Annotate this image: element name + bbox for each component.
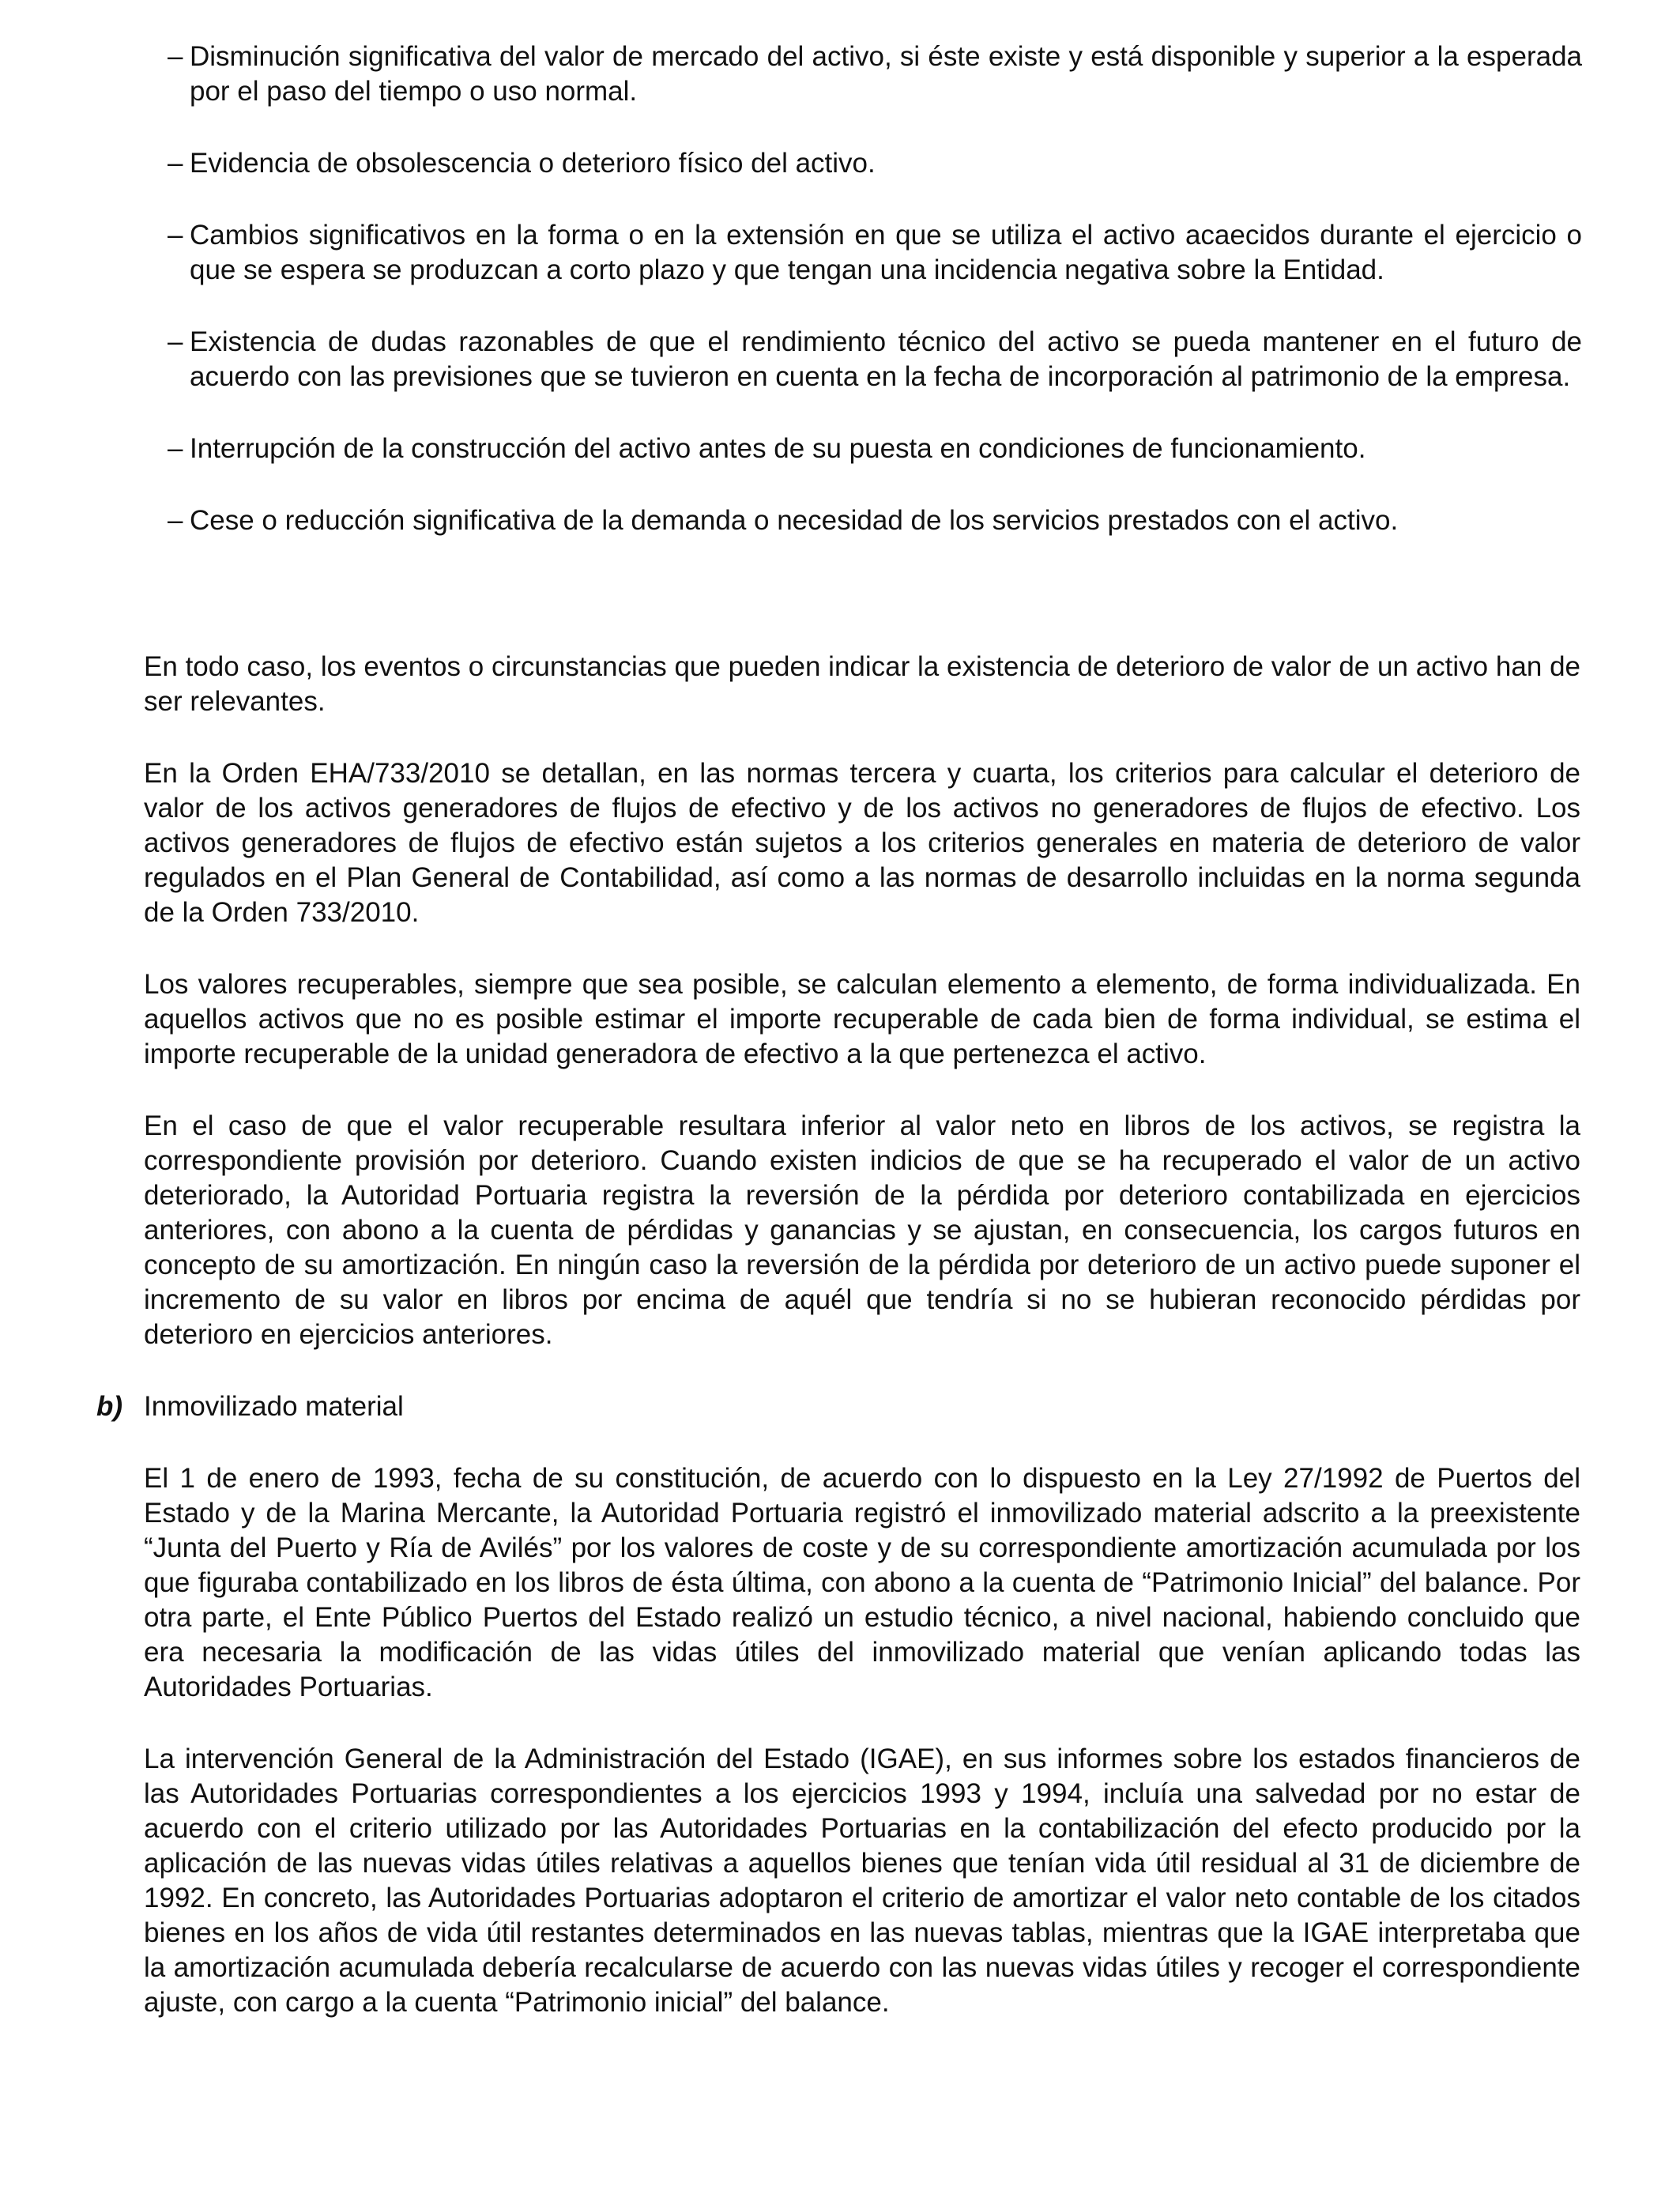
list-item-text: Evidencia de obsolescencia o deterioro físico del activo.: [190, 148, 876, 179]
list-item: [168, 218, 1582, 288]
list-item: [168, 146, 1582, 181]
bullet-dash: –: [168, 148, 183, 179]
paragraph: Los valores recuperables, siempre que sea posible, se calculan elemento a elemento, de forma individualizada. En aquellos activos que no es posible estimar el importe recuperable de cada bien de forma individual, se estima el importe recuperable de la unidad generadora de efectivo a la que pertenezca el activo.: [144, 969, 1580, 1069]
list-item: [168, 325, 1582, 394]
impairment-indicators-list: [168, 40, 1582, 575]
bullet-dash: –: [168, 326, 183, 357]
paragraph: El 1 de enero de 1993, fecha de su constitución, de acuerdo con lo dispuesto en la Ley 27/1992 de Puertos del Estado y de la Marina Mercante, la Autoridad Portuaria registró el inmovilizado material adscrito a la preexistente “Junta del Puerto y Ría de Avilés” por los valores de coste y de su correspondiente amortización acumulada por los que figuraba contabilizado en los libros de ésta última, con abono a la cuenta de “Patrimonio Inicial” del balance. Por otra parte, el Ente Público Puertos del Estado realizó un estudio técnico, a nivel nacional, habiendo concluido que era necesaria la modificación de las vidas útiles del inmovilizado material que venían aplicando todas las Autoridades Portuarias.: [144, 1463, 1580, 1702]
bullet-dash: –: [168, 433, 183, 464]
section-title: Inmovilizado material: [144, 1391, 404, 1422]
paragraph: En la Orden EHA/733/2010 se detallan, en las normas tercera y cuarta, los criterios para calcular el deterioro de valor de los activos generadores de flujos de efectivo y de los activos no generadores de flujos de efectivo. Los activos generadores de flujos de efectivo están sujetos a los criterios generales en materia de deterioro de valor regulados en el Plan General de Contabilidad, así como a las normas de desarrollo incluidas en la norma segunda de la Orden 733/2010.: [144, 758, 1580, 928]
list-item-text: Existencia de dudas razonables de que el rendimiento técnico del activo se pueda mantener en el futuro de acuerdo con las previsiones que se tuvieron en cuenta en la fecha de incorporación al patrimonio de la empresa.: [190, 326, 1582, 392]
body-text: [96, 650, 1580, 2057]
list-item: [168, 40, 1582, 109]
paragraph: En el caso de que el valor recuperable resultara inferior al valor neto en libros de los activos, se registra la correspondiente provisión por deterioro. Cuando existen indicios de que se ha recuperado el valor de un activo deteriorado, la Autoridad Portuaria registra la reversión de la pérdida por deterioro contabilizada en ejercicios anteriores, con abono a la cuenta de pérdidas y ganancias y se ajustan, en consecuencia, los cargos futuros en concepto de su amortización. En ningún caso la reversión de la pérdida por deterioro de un activo puede suponer el incremento de su valor en libros por encima de aquél que tendría si no se hubieran reconocido pérdidas por deterioro en ejercicios anteriores.: [144, 1110, 1580, 1350]
list-item: [168, 432, 1582, 466]
list-item: [168, 503, 1582, 538]
section-heading: [96, 1389, 1580, 1424]
section-letter: b): [96, 1391, 123, 1422]
list-item-text: Interrupción de la construcción del activo antes de su puesta en condiciones de funcionamiento.: [190, 433, 1366, 464]
bullet-dash: –: [168, 505, 183, 536]
paragraph: En todo caso, los eventos o circunstancias que pueden indicar la existencia de deterioro de valor de un activo han de ser relevantes.: [144, 651, 1580, 717]
list-item-text: Disminución significativa del valor de mercado del activo, si éste existe y está disponible y superior a la esperada por el paso del tiempo o uso normal.: [190, 41, 1582, 107]
list-item-text: Cambios significativos en la forma o en la extensión en que se utiliza el activo acaecidos durante el ejercicio o que se espera se produzcan a corto plazo y que tengan una incidencia negativa sobre la Entidad.: [190, 220, 1582, 285]
bullet-dash: –: [168, 41, 183, 72]
paragraph: La intervención General de la Administración del Estado (IGAE), en sus informes sobre los estados financieros de las Autoridades Portuarias correspondientes a los ejercicios 1993 y 1994, incluía una salvedad por no estar de acuerdo con el criterio utilizado por las Autoridades Portuarias en la contabilización del efecto producido por la aplicación de las nuevas vidas útiles relativas a aquellos bienes que tenían vida útil residual al 31 de diciembre de 1992. En concreto, las Autoridades Portuarias adoptaron el criterio de amortizar el valor neto contable de los citados bienes en los años de vida útil restantes determinados en las nuevas tablas, mientras que la IGAE interpretaba que la amortización acumulada debería recalcularse de acuerdo con las nuevas vidas útiles y recoger el correspondiente ajuste, con cargo a la cuenta “Patrimonio inicial” del balance.: [144, 1744, 1580, 2018]
bullet-dash: –: [168, 220, 183, 251]
list-item-text: Cese o reducción significativa de la demanda o necesidad de los servicios prestados con el activo.: [190, 505, 1399, 536]
